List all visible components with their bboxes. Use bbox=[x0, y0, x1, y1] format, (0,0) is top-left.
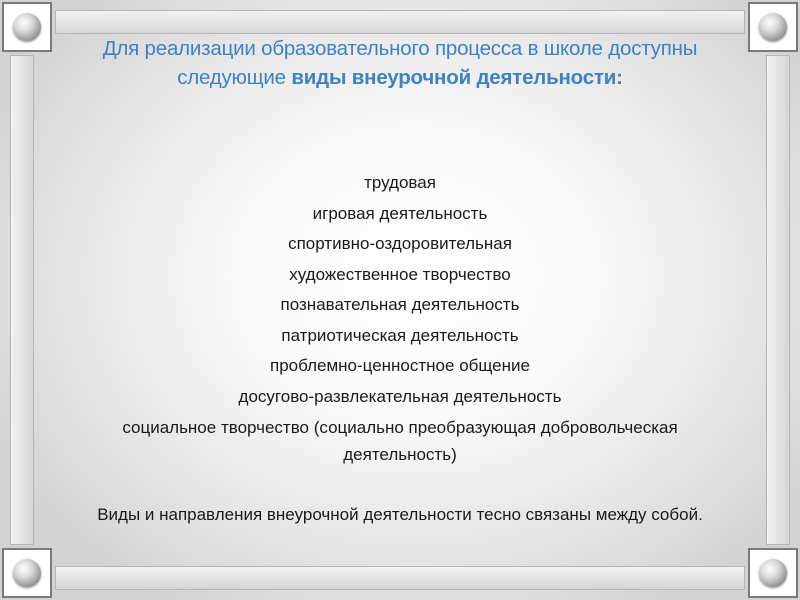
activity-item: социальное творчество (социально преобразующая добровольческая деятельность) bbox=[122, 418, 678, 464]
title-line-2 bbox=[60, 63, 740, 92]
frame-rail-top bbox=[55, 10, 745, 34]
footer-note: Виды и направления внеурочной деятельности тесно связаны между собой. bbox=[97, 505, 703, 524]
activity-item: спортивно-оздоровительная bbox=[288, 234, 512, 253]
activity-item: досугово-развлекательная деятельность bbox=[238, 386, 562, 406]
title-line-1: Для реализации образовательного процесса в школе доступны bbox=[102, 37, 698, 60]
frame-rail-left bbox=[10, 55, 34, 545]
corner-knob-icon bbox=[13, 13, 41, 41]
activity-item: игровая деятельность bbox=[312, 203, 488, 223]
activity-item: трудовая bbox=[364, 173, 436, 192]
frame-corner-top-right bbox=[748, 2, 798, 52]
title-line-2-prefix: следующие bbox=[177, 66, 292, 89]
corner-knob-icon bbox=[13, 559, 41, 587]
activity-item: проблемно-ценностное общение bbox=[270, 356, 530, 375]
corner-knob-icon bbox=[759, 559, 787, 587]
frame-rail-bottom bbox=[55, 566, 745, 590]
activities-list bbox=[90, 168, 710, 468]
activity-item: познавательная деятельность bbox=[280, 295, 520, 314]
frame-corner-bottom-right bbox=[748, 548, 798, 598]
frame-corner-top-left bbox=[2, 2, 52, 52]
slide-title bbox=[60, 34, 740, 92]
title-line-2-bold: виды внеурочной деятельности: bbox=[291, 66, 623, 89]
frame-corner-bottom-left bbox=[2, 548, 52, 598]
frame-rail-right bbox=[766, 55, 790, 545]
activity-item: патриотическая деятельность bbox=[281, 325, 519, 345]
activity-item: художественное творчество bbox=[289, 264, 511, 284]
corner-knob-icon bbox=[759, 13, 787, 41]
